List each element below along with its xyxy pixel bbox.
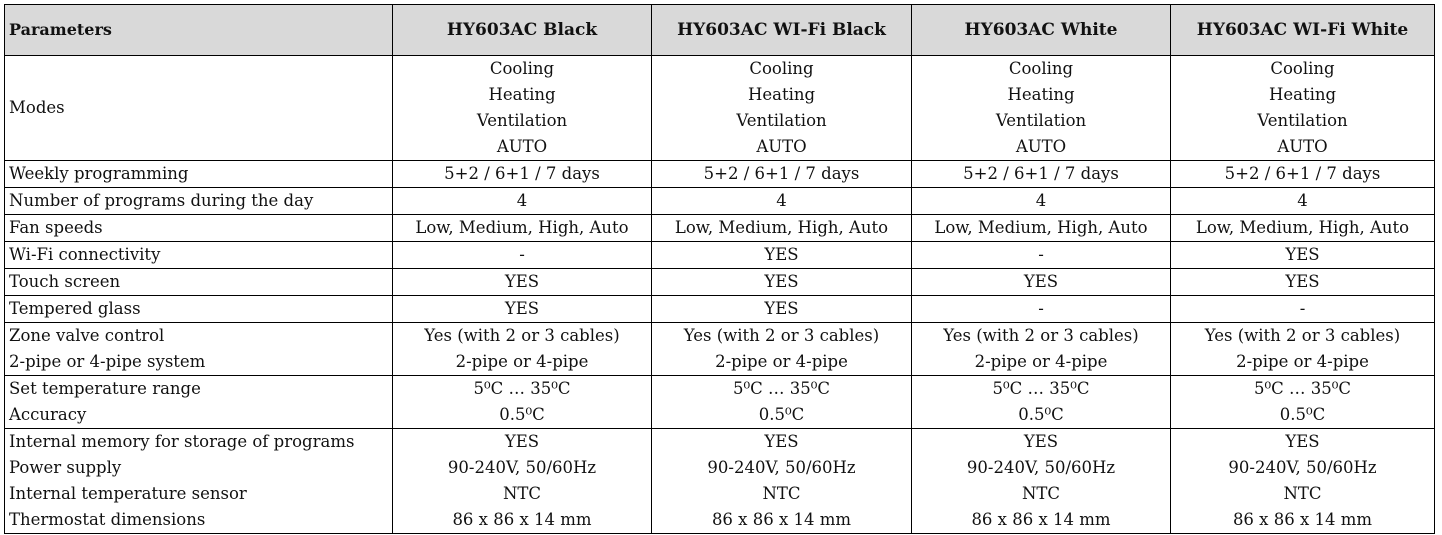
cell-value: 2-pipe or 4-pipe	[715, 352, 848, 371]
cell-value: YES	[504, 432, 540, 451]
cell-value: 5⁰C … 35⁰C	[992, 379, 1090, 398]
value-cell	[1171, 323, 1435, 376]
cell-value: Cooling	[489, 59, 555, 78]
table-body	[5, 56, 1435, 534]
table-row	[5, 323, 1435, 376]
cell-value: 86 x 86 x 14 mm	[452, 510, 592, 529]
cell-value: 4	[1297, 191, 1308, 210]
parameter-label-cell	[5, 161, 393, 188]
value-cell	[652, 215, 912, 242]
cell-value: AUTO	[1277, 137, 1328, 156]
cell-value: YES	[1023, 272, 1059, 291]
cell-value: 2-pipe or 4-pipe	[455, 352, 589, 371]
cell-value: Low, Medium, High, Auto	[934, 218, 1148, 237]
cell-value: 5+2 / 6+1 / 7 days	[444, 164, 600, 183]
table-row	[5, 376, 1435, 429]
parameter-label-cell	[5, 215, 393, 242]
value-cell	[1171, 296, 1435, 323]
parameter-label: Internal memory for storage of programs	[9, 432, 355, 451]
value-cell	[1171, 188, 1435, 215]
parameter-label-cell	[5, 242, 393, 269]
table-row	[5, 188, 1435, 215]
value-cell	[652, 56, 912, 161]
value-cell	[912, 296, 1171, 323]
cell-value: 4	[516, 191, 528, 210]
value-cell	[393, 242, 652, 269]
cell-value: 86 x 86 x 14 mm	[971, 510, 1111, 529]
cell-value: 5+2 / 6+1 / 7 days	[963, 164, 1119, 183]
cell-value: Low, Medium, High, Auto	[1195, 218, 1410, 237]
cell-value: Heating	[747, 85, 816, 104]
cell-value: Yes (with 2 or 3 cables)	[943, 326, 1139, 345]
value-cell	[912, 161, 1171, 188]
value-cell	[1171, 161, 1435, 188]
cell-value: NTC	[1283, 484, 1322, 503]
value-cell	[393, 161, 652, 188]
value-cell	[912, 429, 1171, 534]
parameter-label: Modes	[9, 98, 65, 117]
cell-value: 0.5⁰C	[758, 405, 805, 424]
value-cell	[393, 376, 652, 429]
value-cell	[1171, 56, 1435, 161]
cell-value: NTC	[1021, 484, 1061, 503]
cell-value: Yes (with 2 or 3 cables)	[424, 326, 620, 345]
parameter-label: Touch screen	[9, 272, 121, 291]
table-row	[5, 215, 1435, 242]
value-cell	[1171, 429, 1435, 534]
value-cell	[393, 323, 652, 376]
cell-value: YES	[764, 299, 799, 318]
value-cell	[393, 429, 652, 534]
cell-value: 0.5⁰C	[499, 405, 545, 424]
value-cell	[652, 296, 912, 323]
value-cell	[652, 323, 912, 376]
parameter-label: Fan speeds	[9, 218, 103, 237]
value-cell	[393, 296, 652, 323]
cell-value: YES	[1285, 272, 1320, 291]
cell-value: Ventilation	[476, 111, 568, 130]
value-cell	[912, 376, 1171, 429]
parameter-label-cell	[5, 269, 393, 296]
cell-value: Cooling	[749, 59, 814, 78]
cell-value: Cooling	[1008, 59, 1074, 78]
parameter-label-cell	[5, 296, 393, 323]
parameter-label: Tempered glass	[9, 299, 141, 318]
cell-value: YES	[1023, 432, 1059, 451]
cell-value: 0.5⁰C	[1279, 405, 1326, 424]
table-row	[5, 161, 1435, 188]
table-row	[5, 269, 1435, 296]
value-cell	[393, 269, 652, 296]
value-cell	[393, 188, 652, 215]
cell-value: 5+2 / 6+1 / 7 days	[703, 164, 860, 183]
cell-value: Ventilation	[995, 111, 1087, 130]
cell-value: Low, Medium, High, Auto	[415, 218, 629, 237]
cell-value: YES	[764, 432, 799, 451]
value-cell	[912, 269, 1171, 296]
value-cell	[912, 242, 1171, 269]
cell-value: 5⁰C … 35⁰C	[1254, 379, 1351, 398]
cell-value: Yes (with 2 or 3 cables)	[1204, 326, 1401, 345]
cell-value: NTC	[502, 484, 542, 503]
cell-value: YES	[504, 272, 540, 291]
value-cell	[652, 376, 912, 429]
cell-value: -	[1299, 299, 1306, 318]
parameter-label: Accuracy	[9, 405, 87, 424]
model-header: HY603AC Black	[393, 5, 652, 56]
cell-value: Ventilation	[736, 111, 827, 130]
cell-value: YES	[764, 245, 799, 264]
cell-value: AUTO	[756, 137, 807, 156]
cell-value: 2-pipe or 4-pipe	[1236, 352, 1369, 371]
cell-value: 90-240V, 50/60Hz	[1228, 458, 1377, 477]
value-cell	[652, 242, 912, 269]
table-row	[5, 56, 1435, 161]
table-row	[5, 242, 1435, 269]
cell-value: 5⁰C … 35⁰C	[733, 379, 830, 398]
value-cell	[1171, 376, 1435, 429]
cell-value: AUTO	[1015, 137, 1067, 156]
value-cell	[652, 429, 912, 534]
cell-value: 4	[776, 191, 787, 210]
parameter-label: Weekly programming	[9, 164, 189, 183]
cell-value: AUTO	[496, 137, 548, 156]
cell-value: 4	[1035, 191, 1047, 210]
cell-value: Heating	[1007, 85, 1075, 104]
cell-value: 86 x 86 x 14 mm	[711, 510, 852, 529]
parameter-label: Thermostat dimensions	[9, 510, 206, 529]
value-cell	[912, 215, 1171, 242]
cell-value: Heating	[1268, 85, 1337, 104]
cell-value: -	[1038, 245, 1044, 264]
value-cell	[393, 215, 652, 242]
value-cell	[652, 269, 912, 296]
value-cell	[1171, 215, 1435, 242]
cell-value: NTC	[762, 484, 801, 503]
cell-value: YES	[504, 299, 540, 318]
value-cell	[912, 188, 1171, 215]
cell-value: 90-240V, 50/60Hz	[707, 458, 856, 477]
cell-value: 5⁰C … 35⁰C	[473, 379, 571, 398]
cell-value: 90-240V, 50/60Hz	[447, 458, 597, 477]
parameter-label: 2-pipe or 4-pipe system	[9, 352, 206, 371]
header-row	[5, 5, 1435, 56]
cell-value: Cooling	[1270, 59, 1335, 78]
cell-value: YES	[1285, 245, 1320, 264]
parameter-label-cell	[5, 188, 393, 215]
cell-value: 90-240V, 50/60Hz	[966, 458, 1116, 477]
value-cell	[1171, 242, 1435, 269]
model-header: HY603AC WI-Fi Black	[652, 5, 912, 56]
cell-value: 5+2 / 6+1 / 7 days	[1224, 164, 1381, 183]
cell-value: YES	[1285, 432, 1320, 451]
parameter-label-cell	[5, 376, 393, 429]
cell-value: -	[1038, 299, 1044, 318]
cell-value: 2-pipe or 4-pipe	[974, 352, 1108, 371]
table-header	[5, 5, 1435, 56]
cell-value: -	[519, 245, 525, 264]
parameter-label: Internal temperature sensor	[9, 484, 247, 503]
cell-value: Low, Medium, High, Auto	[674, 218, 889, 237]
parameter-label-cell	[5, 429, 393, 534]
model-header: HY603AC WI-Fi White	[1171, 5, 1435, 56]
cell-value: Ventilation	[1257, 111, 1348, 130]
parameter-label: Zone valve control	[9, 326, 165, 345]
value-cell	[912, 323, 1171, 376]
value-cell	[652, 161, 912, 188]
model-header: HY603AC White	[912, 5, 1171, 56]
parameter-label: Power supply	[9, 458, 122, 477]
value-cell	[1171, 269, 1435, 296]
cell-value: Yes (with 2 or 3 cables)	[683, 326, 880, 345]
value-cell	[652, 188, 912, 215]
value-cell	[912, 56, 1171, 161]
table-row	[5, 429, 1435, 534]
parameter-label: Number of programs during the day	[9, 191, 314, 210]
cell-value: YES	[764, 272, 799, 291]
parameter-label-cell	[5, 56, 393, 161]
spec-table	[4, 4, 1435, 534]
cell-value: 0.5⁰C	[1018, 405, 1064, 424]
parameter-label: Wi-Fi connectivity	[9, 245, 161, 264]
parameter-label: Set temperature range	[9, 379, 201, 398]
value-cell	[393, 56, 652, 161]
parameter-label-cell	[5, 323, 393, 376]
table-row	[5, 296, 1435, 323]
cell-value: 86 x 86 x 14 mm	[1232, 510, 1373, 529]
cell-value: Heating	[488, 85, 556, 104]
parameters-header: Parameters	[5, 5, 393, 56]
